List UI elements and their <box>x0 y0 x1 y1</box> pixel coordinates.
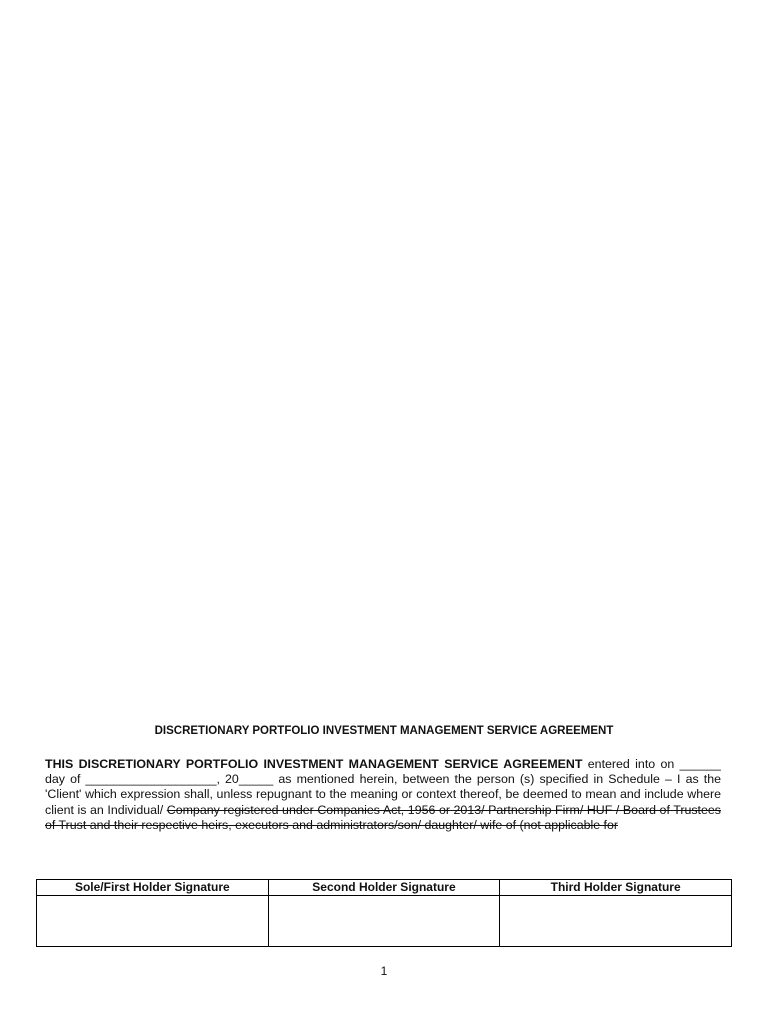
signature-header-row <box>37 880 732 896</box>
signature-table <box>36 879 732 947</box>
document-title: DISCRETIONARY PORTFOLIO INVESTMENT MANAGEMENT SERVICE AGREEMENT <box>154 725 614 737</box>
first-holder-signature-header: Sole/First Holder Signature <box>37 880 269 896</box>
third-holder-signature-header: Third Holder Signature <box>500 880 732 896</box>
struck-through-text: Company registered under Companies Act, 1956 or 2013/ Partnership Firm/ HUF / Board of Trustees of Trust and their respective heirs, executors and administrators/son/ daughter/ wife of (not applicable for <box>45 802 721 832</box>
first-holder-signature-box[interactable] <box>37 896 269 947</box>
agreement-paragraph <box>45 757 721 835</box>
second-holder-signature-box[interactable] <box>268 896 500 947</box>
agreement-body-text: entered into on ______ day of ___________________, 20_____ as mentioned herein, between the person (s) specified in Schedule – I as the 'Client' which expression shall, unless repugnant to the meaning or context thereof, be deemed to mean and include where client is an Individual/ <box>45 757 721 817</box>
agreement-lead-text: THIS DISCRETIONARY PORTFOLIO INVESTMENT MANAGEMENT SERVICE AGREEMENT <box>45 757 583 771</box>
page-number: 1 <box>380 964 388 978</box>
signature-box-row <box>37 896 732 947</box>
second-holder-signature-header: Second Holder Signature <box>268 880 500 896</box>
third-holder-signature-box[interactable] <box>500 896 732 947</box>
